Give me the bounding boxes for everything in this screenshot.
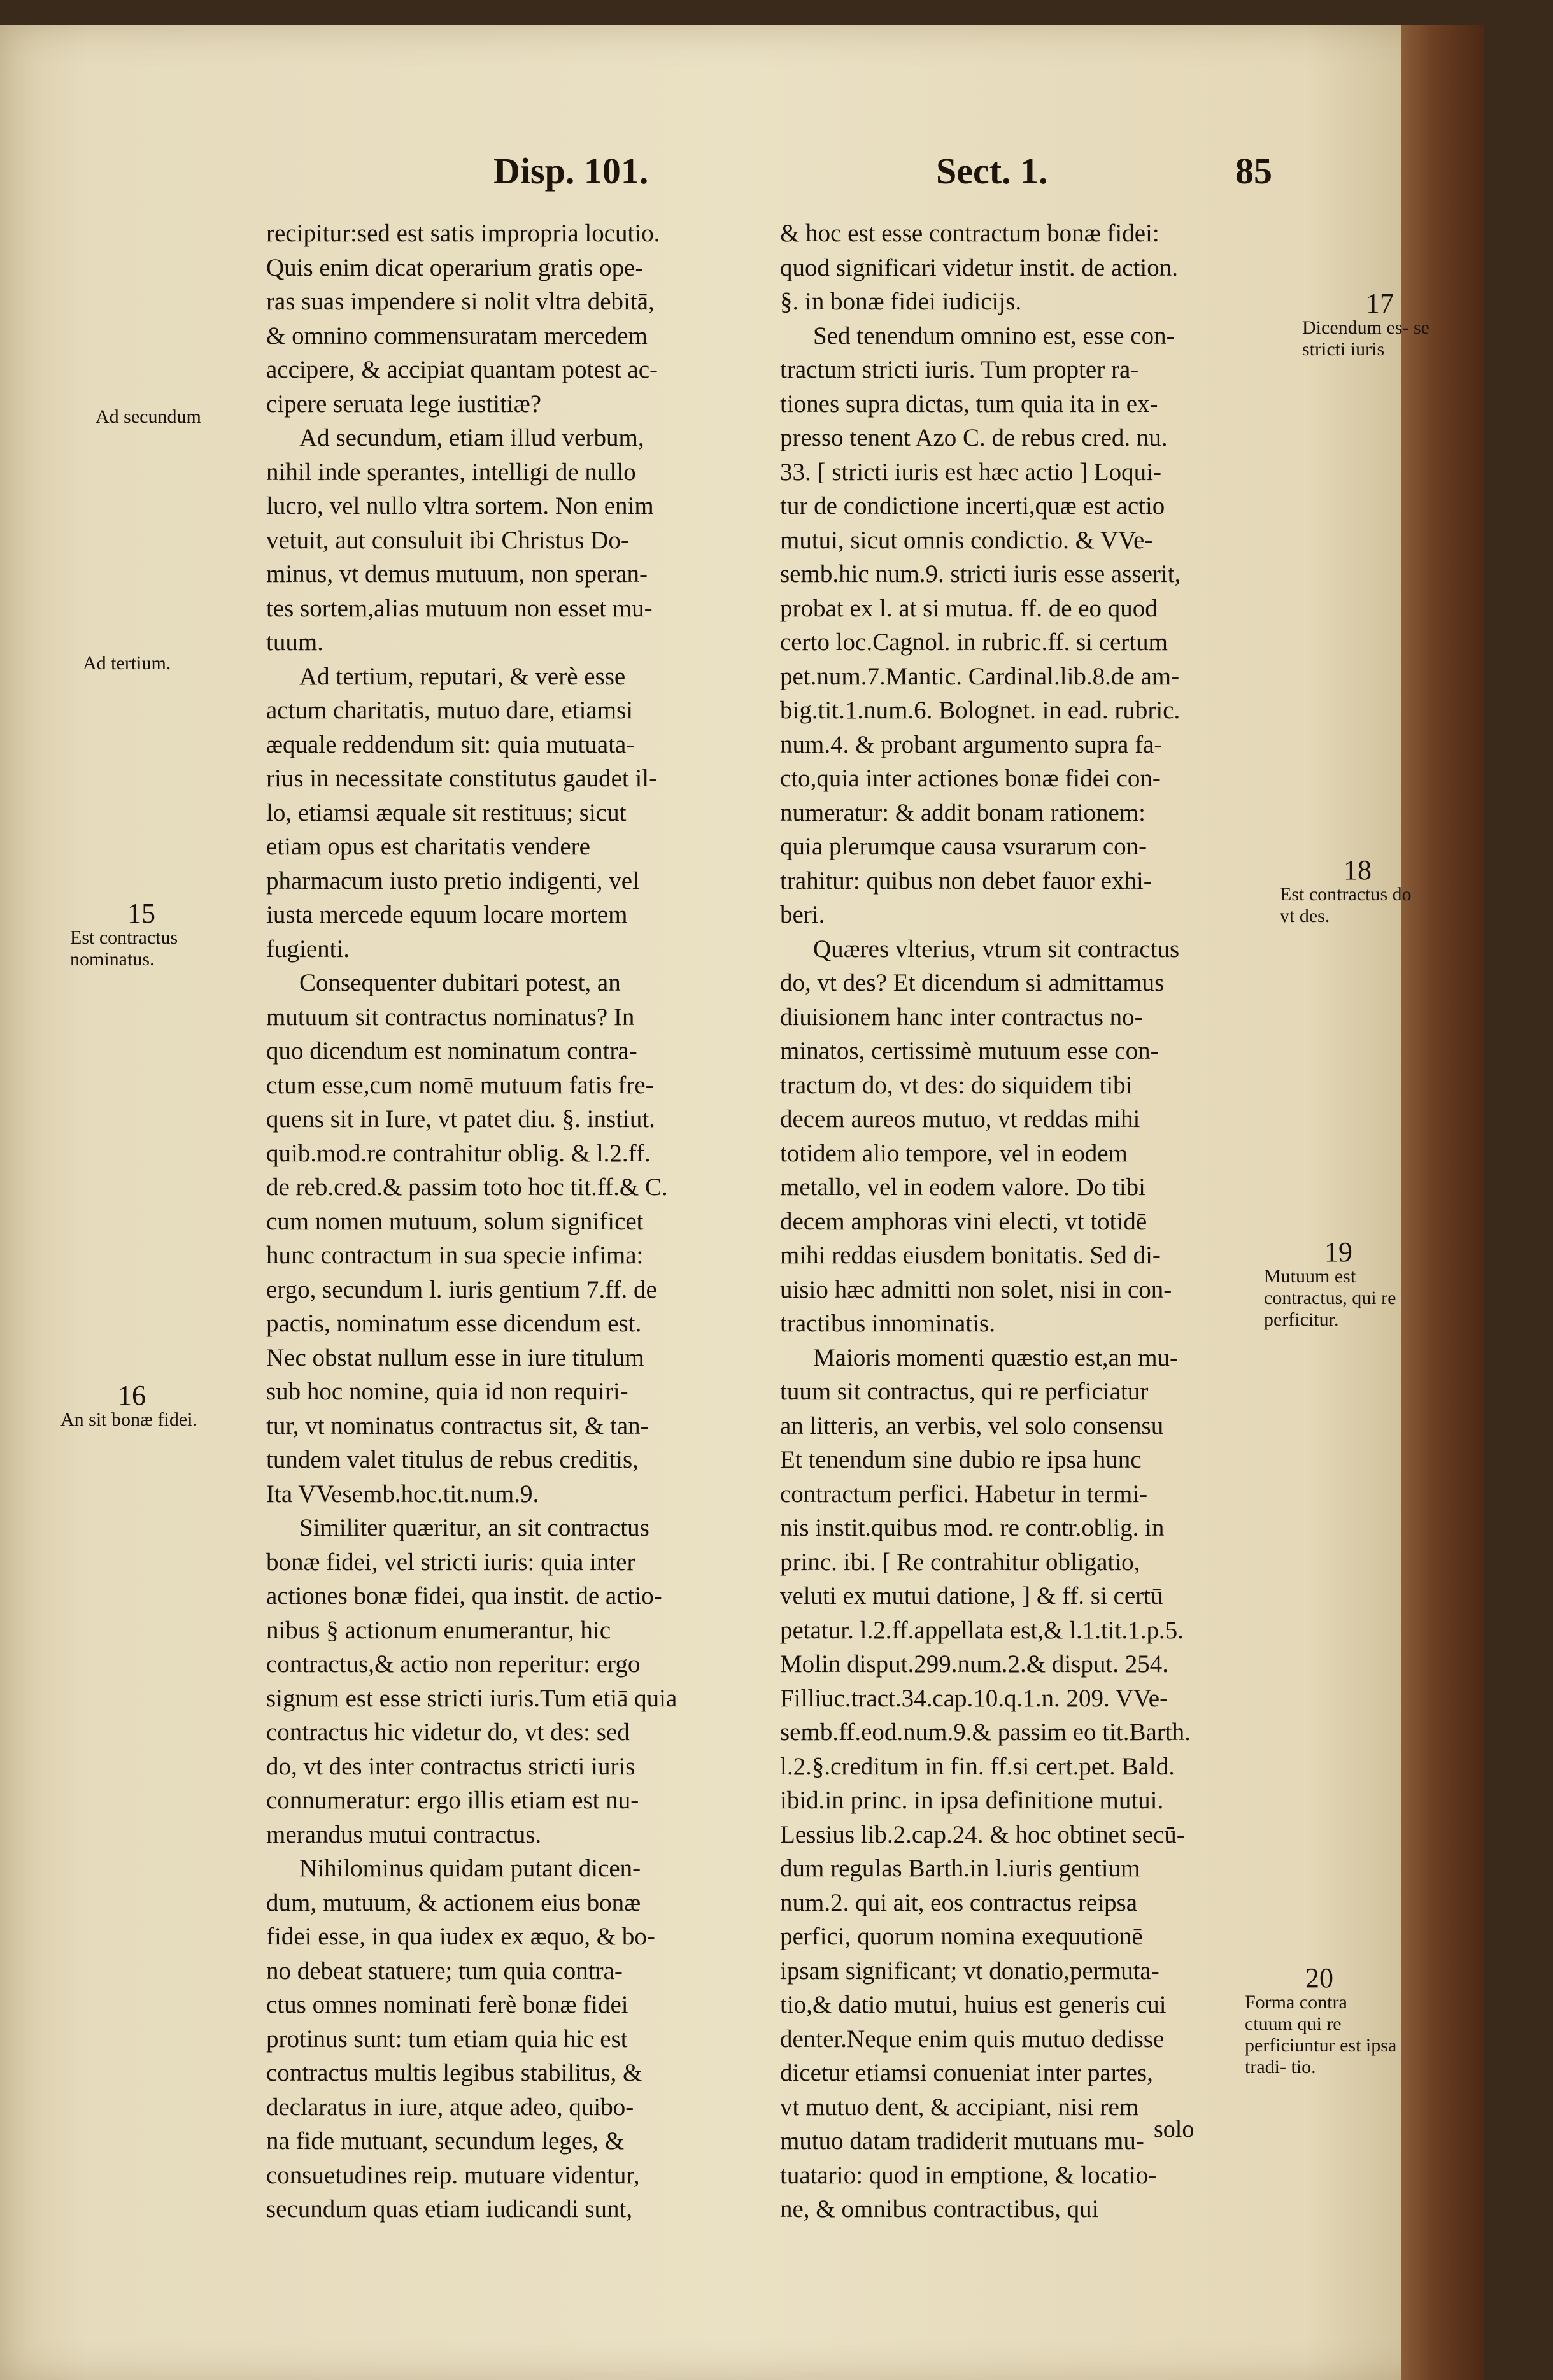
margin-note-number: 15	[127, 898, 155, 929]
text-line: l.2.§.creditum in fin. ff.si cert.pet. Bald.	[780, 1752, 1175, 1780]
text-line: Sed tenendum omnino est, esse con-	[813, 322, 1175, 350]
text-line: consuetudines reip. mutuare videntur,	[266, 2161, 640, 2189]
text-line: contractus multis legibus stabilitus, &	[266, 2059, 642, 2086]
margin-note-text: Est contractus nominatus.	[70, 927, 178, 970]
text-line: do, vt des? Et dicendum si admittamus	[780, 969, 1165, 996]
text-line: fugienti.	[266, 935, 350, 963]
text-line: contractum perfici. Habetur in termi-	[780, 1480, 1148, 1508]
margin-note-text: Mutuum est contractus, qui re perficitur.	[1264, 1266, 1396, 1330]
margin-note-number: 16	[118, 1380, 146, 1411]
margin-note-left-2	[83, 653, 248, 674]
text-line: quod significari videtur instit. de action.	[780, 253, 1178, 281]
text-line: semb.ff.eod.num.9.& passim eo tit.Barth.	[780, 1718, 1191, 1746]
text-line: §. in bonæ fidei iudicijs.	[780, 288, 1022, 315]
text-line: veluti ex mutui datione, ] & ff. si certū	[780, 1582, 1163, 1610]
text-line: declaratus in iure, atque adeo, quibo-	[266, 2093, 634, 2121]
text-line: probat ex l. at si mutua. ff. de eo quod	[780, 594, 1158, 622]
text-line: & omnino commensuratam mercedem	[266, 322, 648, 350]
text-line: num.4. & probant argumento supra fa-	[780, 730, 1163, 758]
margin-note-left-4	[60, 1380, 213, 1431]
text-line: quens sit in Iure, vt patet diu. §. instiut.	[266, 1105, 655, 1133]
text-line: lucro, vel nullo vltra sortem. Non enim	[266, 492, 654, 520]
text-line: petatur. l.2.ff.appellata est,& l.1.tit.1.p.5.	[780, 1616, 1184, 1644]
margin-note-text: Forma contra ctuum qui re perficiuntur est ipsa tradi- tio.	[1245, 1992, 1397, 2078]
text-line: merandus mutui contractus.	[266, 1820, 542, 1848]
text-line: Ad secundum, etiam illud verbum,	[299, 424, 644, 451]
text-line: tur de condictione incerti,quæ est actio	[780, 492, 1165, 520]
text-line: etiam opus est charitatis vendere	[266, 833, 590, 860]
text-line: ras suas impendere si nolit vltra debitā,	[266, 288, 655, 315]
text-line: actiones bonæ fidei, qua instit. de actio-	[266, 1582, 662, 1610]
text-line: perfici, quorum nomina exequutionē	[780, 1923, 1143, 1950]
text-line: Ad tertium, reputari, & verè esse	[299, 662, 626, 690]
text-line: quo dicendum est nominatum contra-	[266, 1037, 637, 1065]
catchword: solo	[1154, 2116, 1195, 2143]
text-line: 33. [ stricti iuris est hæc actio ] Loqui-	[780, 458, 1161, 486]
text-line: num.2. qui ait, eos contractus reipsa	[780, 1888, 1138, 1916]
text-line: decem aureos mutuo, vt reddas mihi	[780, 1105, 1140, 1133]
right-column	[780, 216, 1296, 2227]
text-line: numeratur: & addit bonam rationem:	[780, 798, 1146, 826]
text-line: recipitur:sed est satis impropria locutio.	[266, 220, 660, 247]
text-line: sub hoc nomine, quia id non requiri-	[266, 1378, 628, 1405]
text-line: no debeat statuere; tum quia contra-	[266, 1957, 623, 1985]
text-line: quib.mod.re contrahitur oblig. & l.2.ff.	[266, 1139, 651, 1167]
text-line: secundum quas etiam iudicandi sunt,	[266, 2195, 633, 2223]
text-line: dum, mutuum, & actionem eius bonæ	[266, 1888, 641, 1916]
text-line: decem amphoras vini electi, vt totidē	[780, 1207, 1147, 1235]
text-line: tundem valet titulus de rebus creditis,	[266, 1446, 639, 1473]
text-line: Nec obstat nullum esse in iure titulum	[266, 1343, 644, 1371]
text-line: trahitur: quibus non debet fauor exhi-	[780, 867, 1152, 895]
text-line: na fide mutuant, secundum leges, &	[266, 2127, 625, 2155]
text-line: ergo, secundum l. iuris gentium 7.ff. de	[266, 1275, 657, 1303]
text-line: cum nomen mutuum, solum significet	[266, 1207, 644, 1235]
text-line: tractum do, vt des: do siquidem tibi	[780, 1071, 1133, 1099]
text-line: actum charitatis, mutuo dare, etiamsi	[266, 697, 634, 724]
text-line: nis instit.quibus mod. re contr.oblig. in	[780, 1514, 1165, 1541]
text-line: Nihilominus quidam putant dicen-	[299, 1855, 641, 1882]
text-line: iusta mercede equum locare mortem	[266, 901, 628, 928]
text-line: an litteris, an verbis, vel solo consensu	[780, 1412, 1164, 1440]
margin-note-text: Dicendum es- se stricti iuris	[1302, 317, 1429, 360]
margin-note-number: 20	[1305, 1962, 1333, 1994]
text-line: Similiter quæritur, an sit contractus	[299, 1514, 649, 1541]
text-line: pharmacum iusto pretio indigenti, vel	[266, 867, 639, 895]
text-line: vetuit, aut consuluit ibi Christus Do-	[266, 526, 629, 554]
text-line: contractus hic videtur do, vt des: sed	[266, 1718, 630, 1746]
text-line: Ita VVesemb.hoc.tit.num.9.	[266, 1480, 539, 1508]
text-line: presso tenent Azo C. de rebus cred. nu.	[780, 424, 1168, 451]
text-line: protinus sunt: tum etiam quia hic est	[266, 2025, 628, 2053]
text-line: cto,quia inter actiones bonæ fidei con-	[780, 765, 1161, 792]
text-line: contractus,& actio non reperitur: ergo	[266, 1650, 641, 1678]
text-line: tractibus innominatis.	[780, 1310, 995, 1337]
text-line: quia plerumque causa vsurarum con-	[780, 833, 1147, 860]
text-line: denter.Neque enim quis mutuo dedisse	[780, 2025, 1165, 2053]
text-line: diuisionem hanc inter contractus no-	[780, 1003, 1143, 1031]
text-line: tur, vt nominatus contractus sit, & tan-	[266, 1412, 649, 1440]
margin-note-text: Est contractus do vt des.	[1280, 884, 1412, 926]
text-line: princ. ibi. [ Re contrahitur obligatio,	[780, 1548, 1140, 1576]
text-line: do, vt des inter contractus stricti iuris	[266, 1752, 635, 1780]
text-line: mutui, sicut omnis condictio. & VVe-	[780, 526, 1153, 554]
text-line: Et tenendum sine dubio re ipsa hunc	[780, 1446, 1142, 1473]
text-line: rius in necessitate constitutus gaudet il-	[266, 765, 658, 792]
text-line: mutuo datam tradiderit mutuans mu-	[780, 2127, 1144, 2155]
margin-note-right-1	[1302, 288, 1455, 360]
book-page	[0, 25, 1484, 2380]
text-line: minatos, certissimè mutuum esse con-	[780, 1037, 1159, 1065]
text-line: lo, etiamsi æquale sit restituus; sicut	[266, 798, 627, 826]
text-line: connumeratur: ergo illis etiam est nu-	[266, 1787, 639, 1814]
text-line: hunc contractum in sua specie infima:	[266, 1242, 644, 1269]
text-line: ctus omnes nominati ferè bonæ fidei	[266, 1991, 628, 2018]
margin-note-right-3	[1264, 1236, 1410, 1331]
margin-note-right-2	[1280, 854, 1426, 927]
text-line: ctum esse,cum nomē mutuum fatis fre-	[266, 1071, 654, 1099]
text-line: Lessius lib.2.cap.24. & hoc obtinet secū-	[780, 1820, 1185, 1848]
header-disputation: Disp. 101.	[493, 150, 649, 192]
text-line: ipsam significant; vt donatio,permuta-	[780, 1957, 1159, 1985]
margin-note-left-3	[70, 898, 236, 970]
text-line: tuum.	[266, 628, 323, 656]
text-line: metallo, vel in eodem valore. Do tibi	[780, 1173, 1146, 1201]
text-line: æquale reddendum sit: quia mutuata-	[266, 730, 635, 758]
text-line: big.tit.1.num.6. Bolognet. in ead. rubric.	[780, 697, 1181, 724]
book-spine	[1401, 25, 1484, 2380]
margin-note-right-4	[1245, 1962, 1398, 2078]
text-line: Maioris momenti quæstio est,an mu-	[813, 1343, 1179, 1371]
margin-note-text: An sit bonæ fidei.	[60, 1409, 197, 1430]
text-line: fidei esse, in qua iudex ex æquo, & bo-	[266, 1923, 655, 1950]
margin-note-text: Ad tertium.	[83, 653, 171, 674]
text-line: Quis enim dicat operarium gratis ope-	[266, 253, 644, 281]
text-line: tuatario: quod in emptione, & locatio-	[780, 2161, 1157, 2189]
text-line: vt mutuo dent, & accipiant, nisi rem	[780, 2093, 1139, 2121]
header-section: Sect. 1.	[936, 150, 1048, 192]
margin-note-number: 18	[1344, 854, 1372, 886]
text-line: totidem alio tempore, vel in eodem	[780, 1139, 1128, 1167]
left-column	[266, 216, 782, 2227]
text-line: dum regulas Barth.in l.iuris gentium	[780, 1855, 1140, 1882]
margin-note-number: 19	[1324, 1236, 1352, 1268]
text-line: minus, vt demus mutuum, non speran-	[266, 560, 648, 588]
text-line: Quæres vlterius, vtrum sit contractus	[813, 935, 1180, 963]
margin-note-text: Ad secundum	[96, 406, 201, 427]
text-line: pet.num.7.Mantic. Cardinal.lib.8.de am-	[780, 662, 1180, 690]
text-line: Consequenter dubitari potest, an	[299, 969, 621, 996]
text-line: uisio hæc admitti non solet, nisi in con-	[780, 1275, 1172, 1303]
text-line: beri.	[780, 901, 825, 928]
text-line: nibus § actionum enumerantur, hic	[266, 1616, 611, 1644]
text-line: certo loc.Cagnol. in rubric.ff. si certum	[780, 628, 1168, 656]
text-line: accipere, & accipiat quantam potest ac-	[266, 356, 658, 383]
text-line: tio,& datio mutui, huius est generis cui	[780, 1991, 1167, 2018]
text-line: Filliuc.tract.34.cap.10.q.1.n. 209. VVe-	[780, 1684, 1168, 1712]
text-line: de reb.cred.& passim toto hoc tit.ff.& C.	[266, 1173, 668, 1201]
text-line: signum est esse stricti iuris.Tum etiā quia	[266, 1684, 677, 1712]
text-line: mihi reddas eiusdem bonitatis. Sed di-	[780, 1242, 1161, 1269]
text-line: bonæ fidei, vel stricti iuris: quia inter	[266, 1548, 635, 1576]
text-line: dicetur etiamsi conueniat inter partes,	[780, 2059, 1153, 2086]
text-line: tractum stricti iuris. Tum propter ra-	[780, 356, 1139, 383]
margin-note-left-1	[96, 406, 261, 428]
text-line: tiones supra dictas, tum quia ita in ex-	[780, 390, 1158, 418]
page-number: 85	[1235, 150, 1272, 192]
text-line: mutuum sit contractus nominatus? In	[266, 1003, 635, 1031]
text-line: ne, & omnibus contractibus, qui	[780, 2195, 1099, 2223]
text-line: tuum sit contractus, qui re perficiatur	[780, 1378, 1149, 1405]
text-line: ibid.in princ. in ipsa definitione mutui.	[780, 1787, 1164, 1814]
text-line: nihil inde sperantes, intelligi de nullo	[266, 458, 636, 486]
text-line: Molin disput.299.num.2.& disput. 254.	[780, 1650, 1168, 1678]
text-line: cipere seruata lege iustitiæ?	[266, 390, 542, 418]
margin-note-number: 17	[1366, 288, 1394, 319]
text-line: pactis, nominatum esse dicendum est.	[266, 1310, 642, 1337]
text-line: semb.hic num.9. stricti iuris esse asserit,	[780, 560, 1181, 588]
text-line: & hoc est esse contractum bonæ fidei:	[780, 220, 1159, 247]
text-line: tes sortem,alias mutuum non esset mu-	[266, 594, 653, 622]
